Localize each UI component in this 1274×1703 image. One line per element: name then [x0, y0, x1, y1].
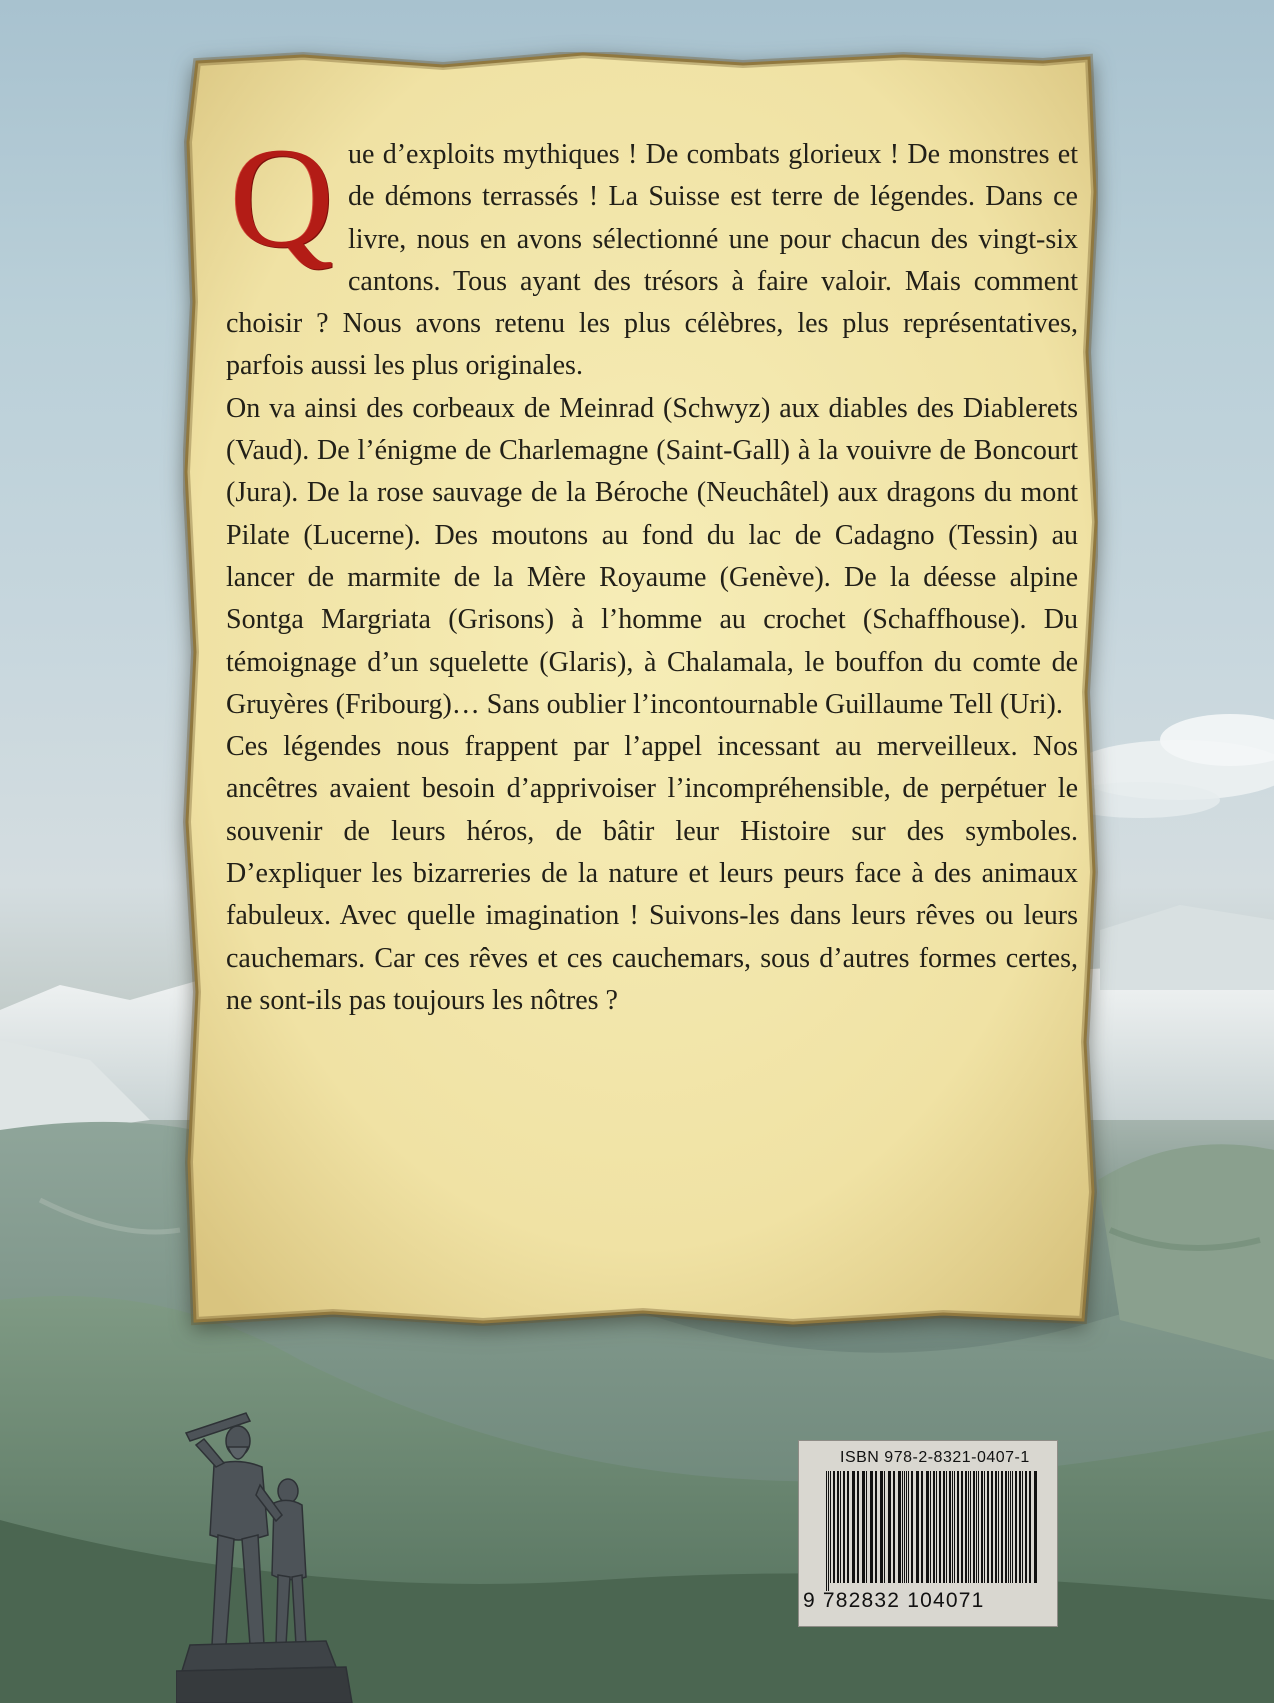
barcode-bar — [870, 1471, 873, 1583]
barcode-bar — [862, 1471, 865, 1583]
barcode-bar — [970, 1471, 971, 1583]
barcode-bar — [898, 1471, 901, 1583]
barcode-bar — [933, 1471, 935, 1583]
barcode-bar — [880, 1471, 883, 1583]
barcode-bar — [852, 1471, 855, 1583]
barcode-bar — [888, 1471, 891, 1583]
blurb-paragraph-1-text: ue d’exploits mythiques ! De combats glorieux ! De monstres et de démons terrassés ! La Suisse est terre de légendes. Dans ce livre, nous en avons sélectionné une pour chacun des vingt-six cantons. Tous ayant des trésors à faire valoir. Mais comment choisir ? Nous avons retenu les plus célèbres, les plus représentatives, parfois aussi les plus originales. — [226, 139, 1078, 382]
barcode-bar — [965, 1471, 967, 1583]
barcode-bar — [1022, 1471, 1023, 1583]
barcode-bar — [1034, 1471, 1037, 1583]
barcode-bars — [822, 1471, 1040, 1591]
isbn-digits: 9 782832 104071 — [803, 1589, 985, 1612]
barcode-bar — [830, 1471, 831, 1583]
barcode-bar — [926, 1471, 929, 1583]
barcode-bar — [998, 1471, 999, 1583]
barcode-bar — [954, 1471, 955, 1583]
barcode-bar — [828, 1471, 829, 1591]
barcode-bar — [968, 1471, 969, 1583]
barcode-bar — [995, 1471, 997, 1583]
barcode-bar — [916, 1471, 919, 1583]
isbn-label: ISBN 978-2-8321-0407-1 — [840, 1449, 1030, 1466]
barcode-bar — [847, 1471, 849, 1583]
barcode-bar — [952, 1471, 953, 1583]
barcode-bar — [1015, 1471, 1017, 1583]
barcode-bar — [837, 1471, 839, 1583]
barcode-bar — [1001, 1471, 1003, 1583]
barcode-bar — [943, 1471, 945, 1583]
barcode-bar — [893, 1471, 895, 1583]
barcode-bar — [1010, 1471, 1011, 1583]
blurb-paragraph-2: On va ainsi des corbeaux de Meinrad (Schwyz) aux diables des Diablerets (Vaud). De l’énigme de Charlemagne (Saint-Gall) à la vouivre de Boncourt (Jura). De la rose sauvage de la Béroche (Neuchâtel) aux dragons du mont Pilate (Lucerne). Des moutons au fond du lac de Cadagno (Tessin) au lancer de marmite de la Mère Royaume (Genève). De la déesse alpine Sontga Margriata (Grisons) à l’homme au crochet (Schaffhouse). Du témoignage d’un squelette (Glaris), à Chalamala, le bouffon du comte de Gruyères (Fribourg)… Sans oublier l’incontournable Guillaume Tell (Uri). — [226, 392, 1078, 720]
barcode-bar — [826, 1471, 827, 1591]
barcode-bar — [957, 1471, 959, 1583]
barcode-bar — [984, 1471, 985, 1583]
barcode-bar — [857, 1471, 859, 1583]
barcode-bar — [946, 1471, 947, 1583]
barcode-bar — [1025, 1471, 1027, 1583]
barcode-bar — [908, 1471, 909, 1583]
barcode-bar — [973, 1471, 975, 1583]
barcode-bar — [1012, 1471, 1013, 1583]
barcode-bar — [936, 1471, 937, 1583]
barcode-bar — [840, 1471, 841, 1583]
back-cover-blurb — [226, 119, 1078, 1022]
barcode-bar — [902, 1471, 903, 1583]
barcode-bar — [981, 1471, 983, 1583]
blurb-paragraph-3: Ces légendes nous frappent par l’appel incessant au merveilleux. Nos ancêtres avaient besoin d’apprivoiser l’incompréhensible, de perpétuer le souvenir de leurs héros, de bâtir leur Histoire sur des symboles. D’expliquer les bizarreries de la nature et leurs peurs face à des animaux fabuleux. Avec quelle imagination ! Suivons-les dans leurs rêves ou leurs cauchemars. Car ces rêves et ces cauchemars, sous d’autres formes certes, ne sont-ils pas toujours les nôtres ? — [226, 731, 1078, 1016]
barcode-bar — [833, 1471, 835, 1583]
blurb-paragraph-1 — [226, 119, 1078, 388]
barcode-bar — [949, 1471, 951, 1583]
william-tell-statue — [176, 1405, 376, 1703]
barcode-bar — [904, 1471, 905, 1583]
barcode-bar — [866, 1471, 867, 1583]
barcode-bar — [884, 1471, 885, 1583]
barcode-bar — [843, 1471, 845, 1583]
barcode-bar — [939, 1471, 941, 1583]
barcode-bar — [906, 1471, 907, 1583]
barcode-bar — [976, 1471, 977, 1583]
dropcap-letter: Q — [230, 119, 334, 278]
barcode-bar — [991, 1471, 993, 1583]
barcode-bar — [978, 1471, 979, 1583]
barcode-bar — [987, 1471, 989, 1583]
barcode-bar — [921, 1471, 923, 1583]
barcode-bar — [875, 1471, 877, 1583]
barcode-bar — [911, 1471, 913, 1583]
barcode-bar — [1005, 1471, 1007, 1583]
barcode-bar — [930, 1471, 931, 1583]
barcode-bar — [1029, 1471, 1031, 1583]
barcode-bar — [1019, 1471, 1021, 1583]
barcode-bar — [1008, 1471, 1009, 1583]
barcode-bar — [961, 1471, 963, 1583]
